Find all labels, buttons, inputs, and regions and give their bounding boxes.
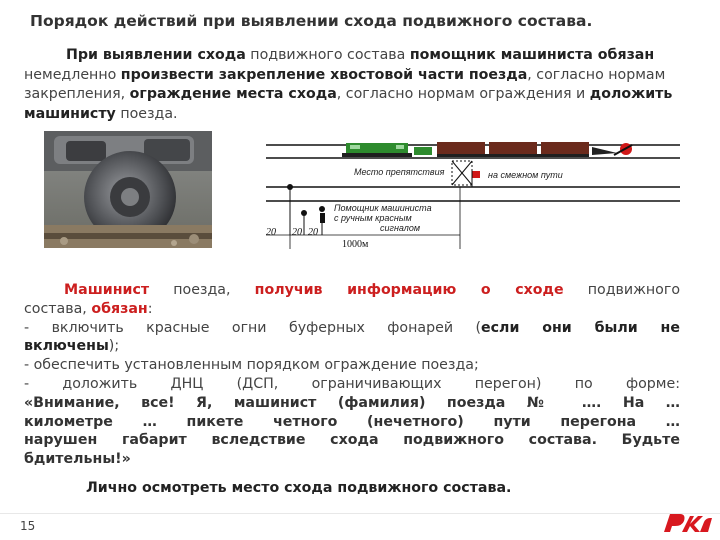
p2-line2: состава, обязан: [24, 300, 153, 317]
p1-s1: При выявлении схода [66, 47, 246, 63]
page-title: Порядок действий при выявлении схода подвижного состава. [30, 12, 593, 30]
p1-s2: помощник машиниста обязан [409, 47, 655, 63]
p2-item1: - включить красные огни буферных фонарей (если они были не [24, 319, 680, 336]
footer-divider [0, 513, 720, 514]
assistant-label-2: с ручным красным [334, 213, 412, 223]
p1-s9: поезда. [115, 105, 178, 122]
p2-item1-cont: включены); [24, 338, 120, 355]
adjacent-track-label: на смежном пути [488, 170, 563, 180]
obstacle-label: Место препятствия [354, 167, 445, 177]
intro-paragraph [24, 46, 680, 124]
quote-line-1: «Внимание, все! Я, машинист (фамилия) поезда № …. На … [24, 394, 680, 411]
distance-label-3: 20 [308, 227, 318, 238]
assistant-label-1: Помощник машиниста [334, 203, 432, 213]
distance-label-1: 20 [266, 227, 276, 238]
p2-item2: - обеспечить установленным порядком ограждение поезда; [24, 357, 479, 374]
p2-line1: Машинист поезда, получив информацию о сходе подвижного [64, 282, 680, 298]
fencing-scheme [262, 131, 680, 251]
p2-item3: - доложить ДНЦ (ДСП, ограничивающих перегон) по форме: [24, 375, 680, 392]
distance-main-label: 1000м [342, 239, 369, 250]
p1-s4: произвести закрепление хвостовой части поезда [120, 66, 528, 83]
obstacle-marker [452, 161, 480, 187]
p1-s8: доложить машинисту [24, 86, 673, 122]
quote-line-4: бдительны!» [24, 451, 131, 468]
p1-s3: немедленно [24, 66, 121, 83]
distance-label-2: 20 [292, 227, 302, 238]
p1-s5: , согласно нормам закрепления, [24, 66, 666, 102]
quote-line-2: километре … пикете четного (нечетного) пути перегона … [24, 413, 680, 430]
quote-line-3: нарушен габарит вследствие схода подвижного состава. Будьте [24, 432, 680, 449]
derailed-wheel-photo [44, 131, 212, 248]
p1-s1n: подвижного состава [245, 47, 410, 63]
rzd-logo-icon [660, 510, 714, 536]
assistant-icon [319, 206, 325, 235]
page-number: 15 [20, 519, 36, 533]
p1-s6: ограждение места схода [129, 86, 337, 102]
driver-instructions [24, 281, 680, 469]
assistant-label-3: сигналом [380, 223, 421, 233]
final-instruction: Лично осмотреть место схода подвижного состава. [86, 480, 512, 496]
p1-s7: , согласно нормам ограждения и [336, 86, 590, 102]
